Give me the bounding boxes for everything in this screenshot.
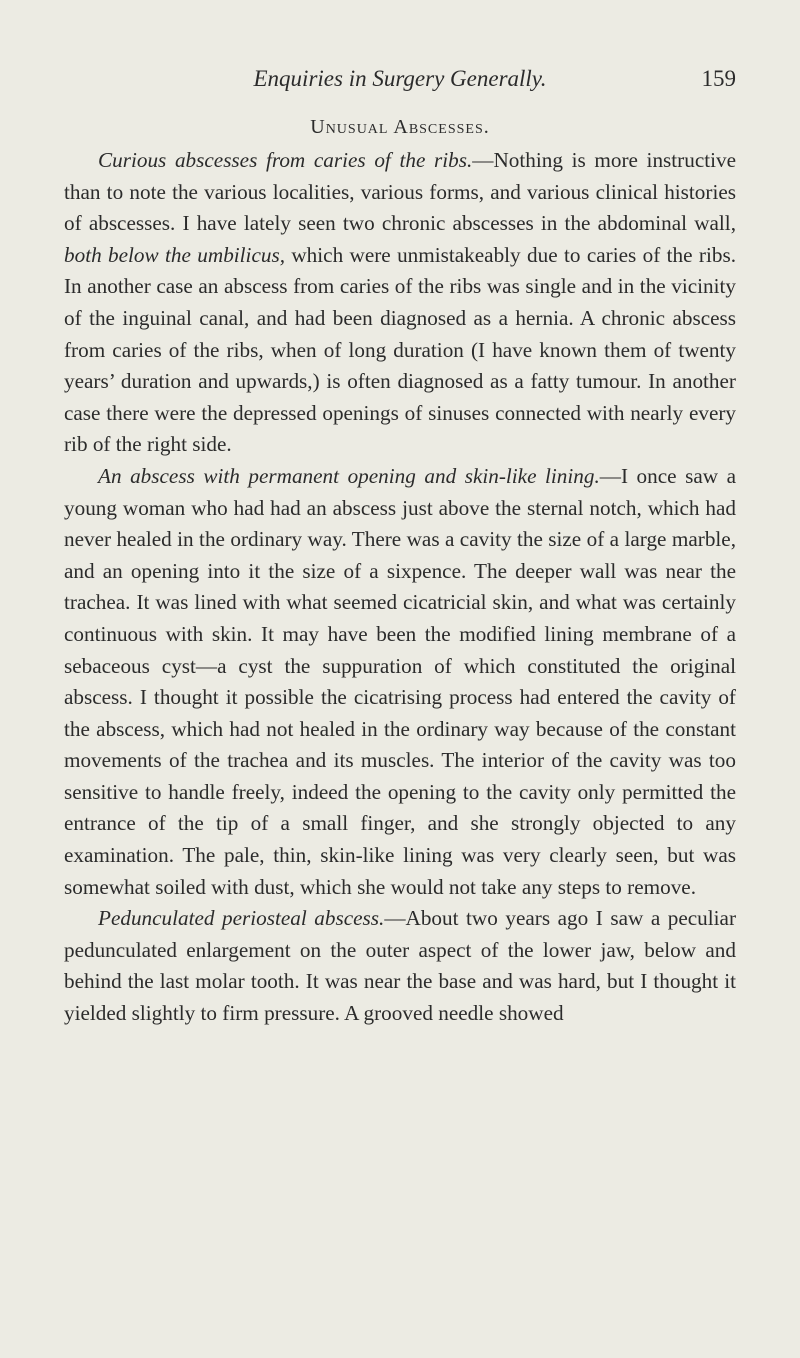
- paragraph-text: —Nothing is more instructive than to note the various localities, various forms, and various clinical histories of abscesses. I have lately seen two chronic abscesses in the abdominal wall,: [64, 148, 736, 236]
- paragraph-lead: An abscess with permanent opening and skin-like lining.: [98, 463, 600, 488]
- running-head-title: Enquiries in Surgery Generally.: [253, 66, 547, 91]
- paragraph-lead: Pedunculated periosteal abscess.: [98, 906, 385, 931]
- page-number: 159: [701, 66, 736, 91]
- paragraph-text: —About two years ago I saw a peculiar pedunculated enlargement on the outer aspect of the lower jaw, below and behind the last molar tooth. It was near the base and was hard, but I thought it yielded slightly to firm pressure. A grooved needle showed: [64, 906, 736, 1026]
- paragraph-text: which were unmistakeably due to caries of the ribs. In another case an abscess from caries of the ribs was single and in the vicinity of the inguinal canal, and had been diagnosed as a hernia. A chronic abscess from caries of the ribs, when of long duration (I have known them of twenty years’ duration and upwards,) is often diagnosed as a fatty tumour. In another case there were the depressed openings of sinuses connected with nearly every rib of the right side.: [64, 242, 737, 457]
- paragraph-skin-lining: [64, 461, 736, 903]
- paragraph-rib-caries: [64, 145, 736, 461]
- paragraph-text: —I once saw a young woman who had had an abscess just above the sternal notch, which had never healed in the ordinary way. There was a cavity the size of a large marble, and an opening into it the size of a sixpence. The deeper wall was near the trachea. It was lined with what seemed cicatricial skin, and what was certainly continuous with skin. It may have been the modified lining membrane of a sebaceous cyst—a cyst the suppuration of which constituted the original abscess. I thought it possible the cicatrising process had entered the cavity of the abscess, which had not healed in the ordinary way because of the constant movements of the trachea and its muscles. The interior of the cavity was too sensitive to handle freely, indeed the opening to the cavity only permitted the entrance of the tip of a small finger, and she strongly objected to any examination. The pale, thin, skin-like lining was very clearly seen, but was somewhat soiled with dust, which she would not take any steps to remove.: [64, 463, 736, 899]
- running-head: [64, 66, 736, 96]
- section-heading: Unusual Abscesses.: [310, 116, 490, 138]
- paragraph-periosteal: [64, 903, 736, 1029]
- paragraph-emphasis: both below the umbilicus,: [64, 242, 285, 267]
- paragraph-lead: Curious abscesses from caries of the ribs.: [98, 148, 473, 172]
